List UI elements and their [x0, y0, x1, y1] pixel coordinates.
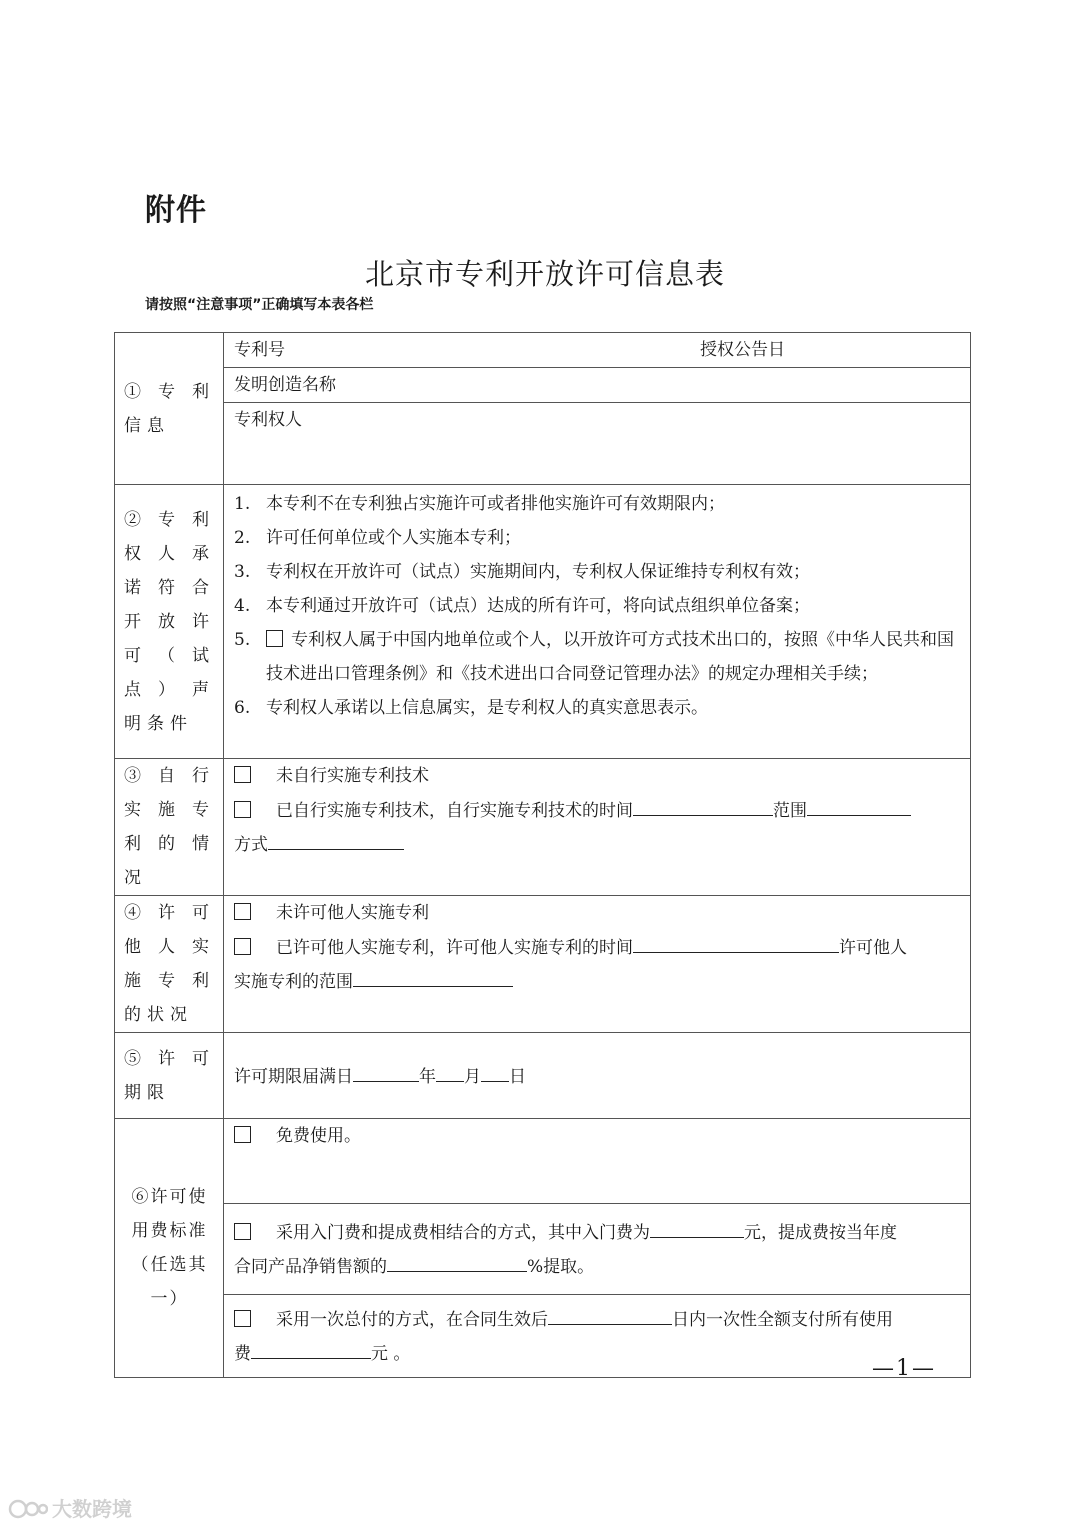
commitment-item [234, 521, 960, 555]
commitment-num: 5. [234, 630, 251, 650]
method-label: 方式 [234, 835, 268, 855]
day-label: 日 [509, 1066, 526, 1087]
section6-label: ⑥许可使用费标准（任选其一） [115, 1119, 224, 1378]
entry-fee-label: 采用入门费和提成费相结合的方式，其中入门费为 [276, 1223, 650, 1243]
license-time-blank[interactable] [633, 930, 839, 953]
commitment-num: 3. [234, 562, 251, 582]
licensed-checkbox[interactable] [234, 938, 251, 955]
not-self-implemented-checkbox[interactable] [234, 766, 251, 783]
entry-royalty-checkbox[interactable] [234, 1223, 251, 1240]
lump-sum-checkbox[interactable] [234, 1310, 251, 1327]
commitment-item [234, 589, 960, 623]
fee-label: 费 [234, 1344, 251, 1364]
watermark [8, 1493, 132, 1525]
scope-label: 范围 [773, 801, 807, 821]
section5-label: ⑤许可期限 [115, 1033, 224, 1119]
percent-label: %提取。 [527, 1257, 595, 1277]
lump-sum-label: 采用一次总付的方式，在合同生效后 [276, 1310, 548, 1330]
month-label: 月 [464, 1066, 481, 1087]
license-scope-blank[interactable] [353, 964, 513, 987]
patent-license-form [114, 332, 971, 1378]
commitment-num: 2. [234, 528, 251, 548]
watermark-text: 大数跨境 [52, 1497, 132, 1521]
royalty-label: 元，提成费按当年度 [744, 1223, 897, 1243]
expiry-label: 许可期限届满日 [234, 1066, 353, 1087]
commitment-text: 专利权人属于中国内地单位或个人，以开放许可方式技术出口的，按照《中华人民共和国技术进出口管理条例》和《技术进出口合同登记管理办法》的规定办理相关手续； [266, 630, 954, 684]
expiry-day-blank[interactable] [481, 1059, 509, 1082]
section2-label: ②专利权人承诺符合开放许可（试点）声明条件 [115, 485, 224, 759]
self-impl-time-blank[interactable] [633, 793, 773, 816]
commitment-num: 4. [234, 596, 251, 616]
expiry-month-blank[interactable] [436, 1059, 464, 1082]
self-impl-scope-blank[interactable] [807, 793, 911, 816]
commitment-text: 本专利不在专利独占实施许可或者排他实施许可有效期限内； [266, 494, 725, 514]
commitment-num: 1. [234, 494, 251, 514]
expiry-year-blank[interactable] [353, 1059, 419, 1082]
year-label: 年 [419, 1066, 436, 1087]
free-use-label: 免费使用。 [276, 1126, 361, 1146]
invention-name-field[interactable]: 发明创造名称 [234, 375, 336, 396]
grant-date-field[interactable]: 授权公告日 [700, 340, 785, 360]
page-number: —1— [872, 1356, 936, 1381]
annex-label: 附件 [145, 193, 207, 228]
commitment-item [234, 691, 960, 725]
patent-number-field[interactable]: 专利号 [234, 340, 285, 360]
license-others-label: 许可他人 [839, 938, 907, 958]
yuan-label: 元 。 [371, 1344, 411, 1364]
lump-sum-days-label: 日内一次性全额支付所有使用 [672, 1310, 893, 1330]
commitment-text: 本专利通过开放许可（试点）达成的所有许可，将向试点组织单位备案； [266, 596, 810, 616]
section1-label: ①专利信息 [115, 333, 224, 485]
net-sales-label: 合同产品净销售额的 [234, 1257, 387, 1277]
commitment-text: 许可任何单位或个人实施本专利； [266, 528, 521, 548]
fill-instruction: 请按照“注意事项”正确填写本表各栏 [145, 297, 374, 313]
commitment-item [234, 555, 960, 589]
commitment-list [224, 485, 971, 759]
license-scope-label: 实施专利的范围 [234, 972, 353, 992]
self-implemented-label: 已自行实施专利技术，自行实施专利技术的时间 [276, 801, 633, 821]
lump-sum-days-blank[interactable] [548, 1302, 672, 1325]
section4-label: ④许可他人实施专利的状况 [115, 896, 224, 1033]
not-self-implemented-label: 未自行实施专利技术 [276, 766, 429, 786]
patentee-field[interactable]: 专利权人 [234, 410, 302, 431]
lump-sum-amount-blank[interactable] [251, 1336, 371, 1359]
free-use-checkbox[interactable] [234, 1126, 251, 1143]
commitment-text: 专利权人承诺以上信息属实，是专利权人的真实意思表示。 [266, 698, 708, 718]
entry-fee-blank[interactable] [650, 1215, 744, 1238]
watermark-logo-icon [8, 1498, 48, 1525]
commitment-num: 6. [234, 698, 251, 718]
royalty-percent-blank[interactable] [387, 1249, 527, 1272]
commitment-text: 专利权在开放许可（试点）实施期间内，专利权人保证维持专利权有效； [266, 562, 810, 582]
document-title: 北京市专利开放许可信息表 [364, 257, 725, 291]
licensed-label: 已许可他人实施专利，许可他人实施专利的时间 [276, 938, 633, 958]
section3-label: ③自行实施专利的情况 [115, 759, 224, 896]
commitment-item [234, 623, 960, 691]
not-licensed-label: 未许可他人实施专利 [276, 903, 429, 923]
commitment-item [234, 487, 960, 521]
self-implemented-checkbox[interactable] [234, 801, 251, 818]
not-licensed-checkbox[interactable] [234, 903, 251, 920]
patent-number-row [224, 333, 971, 368]
self-impl-method-blank[interactable] [268, 827, 404, 850]
export-checkbox[interactable] [266, 630, 283, 647]
